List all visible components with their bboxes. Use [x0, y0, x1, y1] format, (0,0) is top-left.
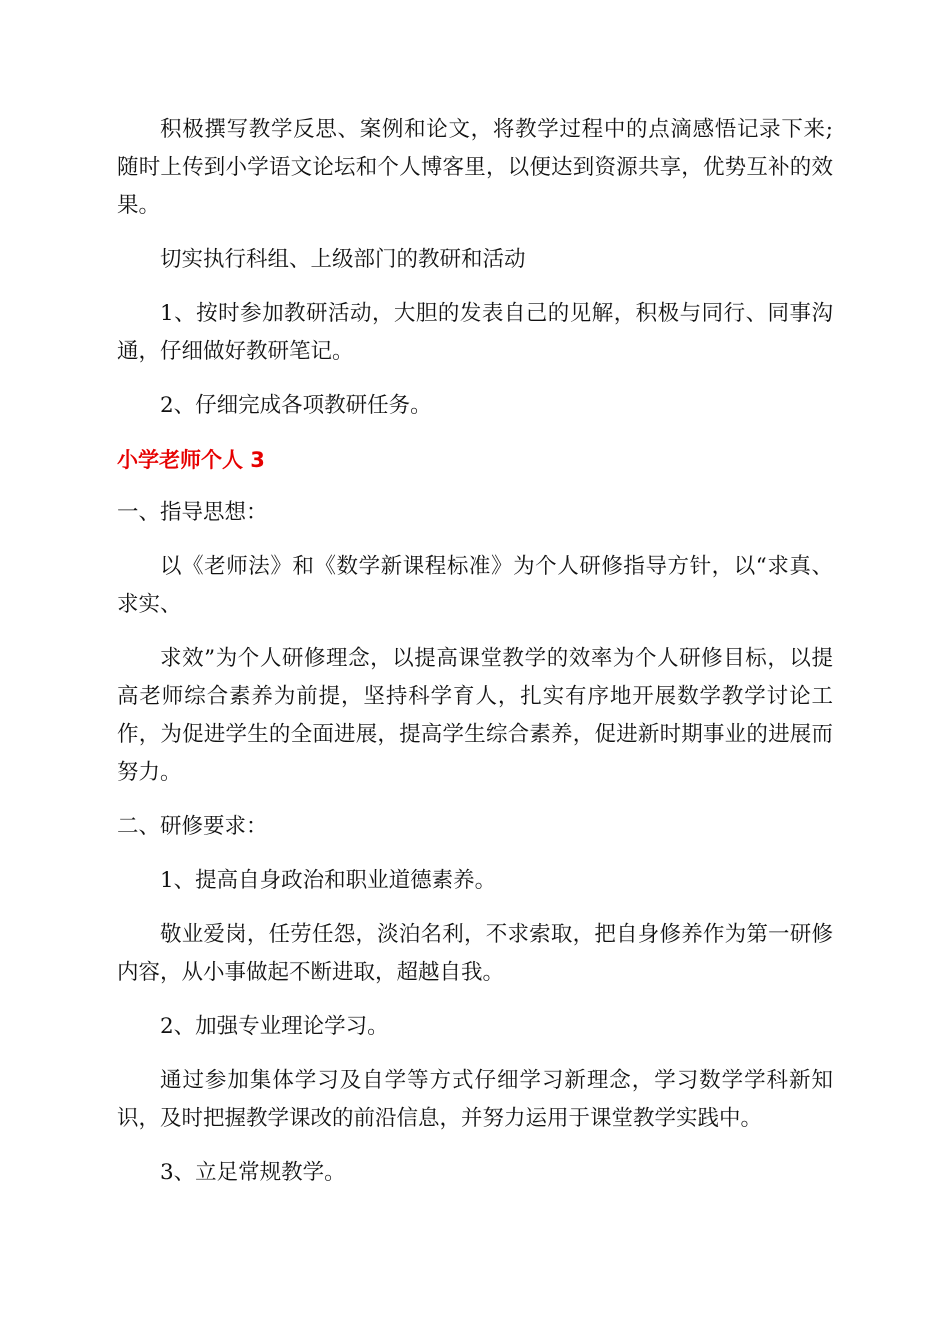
paragraph-item-2: 2、仔细完成各项教研任务。	[160, 393, 432, 418]
paragraph-item-1: 1、按时参加教研活动，大胆的发表自己的见解，积极与同行、同事沟通，仔细做好教研笔记。	[117, 301, 833, 364]
paragraph-implement-activities: 切实执行科组、上级部门的教研和活动	[160, 247, 526, 272]
paragraph-dedication: 敬业爱岗，任劳任怨，淡泊名利，不求索取，把自身修养作为第一研修内容，从小事做起不断进取，超越自我。	[117, 922, 833, 985]
document-body	[117, 111, 833, 1208]
paragraph-requirement-2: 2、加强专业理论学习。	[160, 1014, 389, 1039]
paragraph-study: 通过参加集体学习及自学等方式仔细学习新理念，学习数学学科新知识，及时把握教学课改的前沿信息，并努力运用于课堂教学实践中。	[117, 1068, 833, 1131]
paragraph-philosophy: 求效”为个人研修理念，以提高课堂教学的效率为个人研修目标，以提高老师综合素养为前提，坚持科学育人，扎实有序地开展数学教学讨论工作，为促进学生的全面进展，提高学生综合素养，促进新时期事业的进展而努力。	[117, 646, 833, 785]
paragraph-reflection: 积极撰写教学反思、案例和论文，将教学过程中的点滴感悟记录下来;随时上传到小学语文论坛和个人博客里，以便达到资源共享，优势互补的效果。	[117, 117, 833, 218]
paragraph-requirement-3: 3、立足常规教学。	[160, 1160, 346, 1185]
subheading-guiding-thought: 一、指导思想：	[117, 500, 268, 525]
paragraph-requirement-1: 1、提高自身政治和职业道德素养。	[160, 868, 497, 893]
paragraph-guideline: 以《老师法》和《数学新课程标准》为个人研修指导方针，以“求真、求实、	[117, 554, 833, 617]
section-heading: 小学老师个人 3	[117, 448, 265, 472]
subheading-requirements: 二、研修要求：	[117, 814, 268, 839]
